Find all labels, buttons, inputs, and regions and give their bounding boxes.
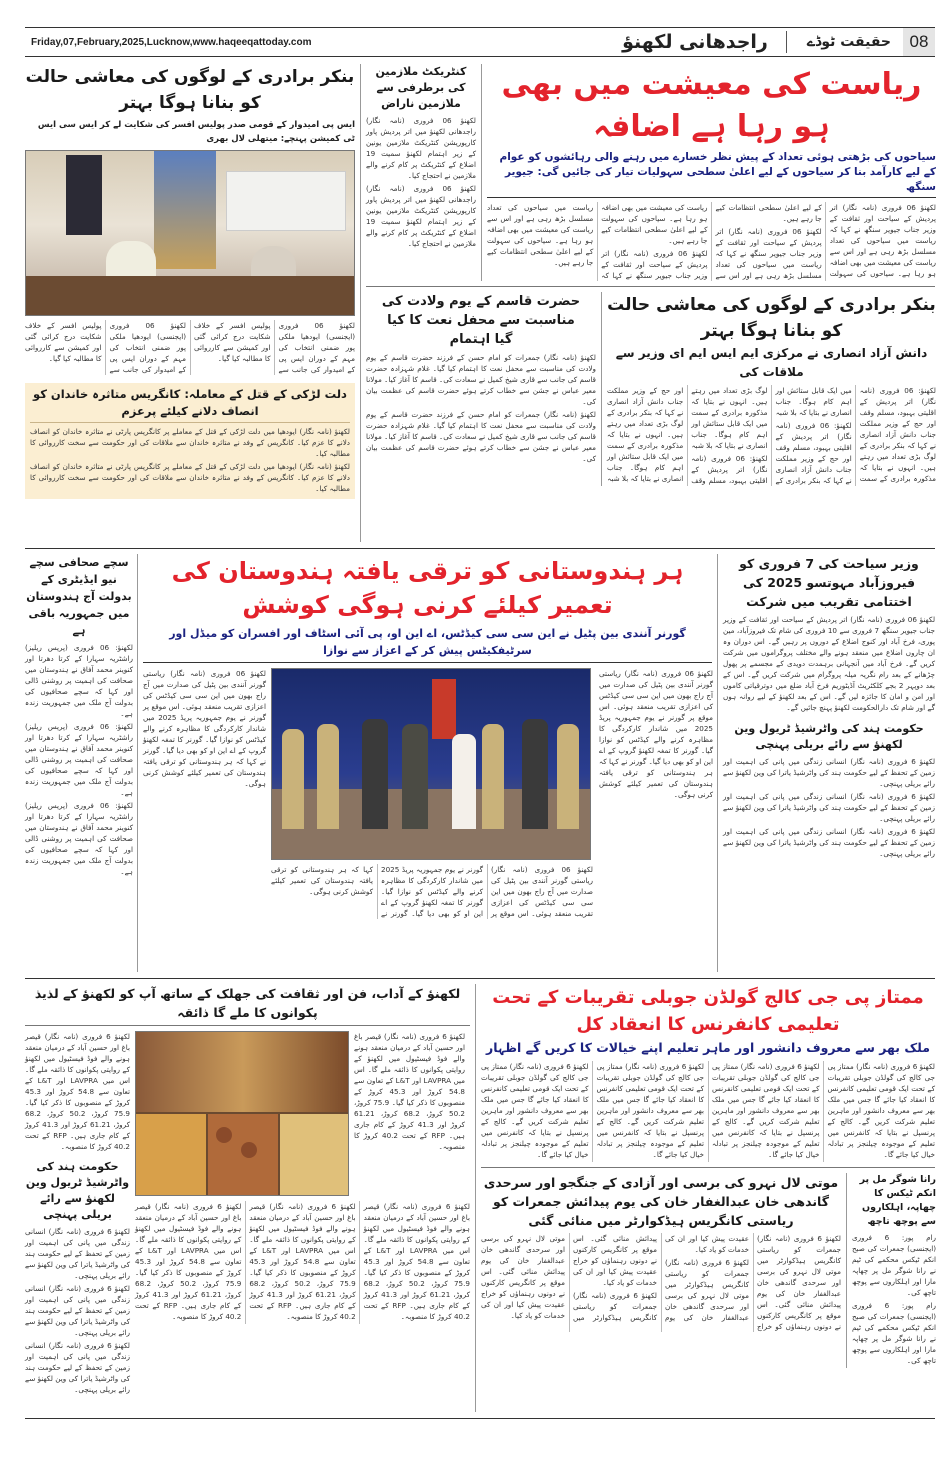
article-body	[852, 1232, 936, 1368]
headline: بنکر برادری کے لوگوں کی معاشی حالت کو بنانا ہوگا بہتر	[25, 67, 355, 113]
article-income-tax	[846, 1173, 936, 1368]
paragraph: لکھنؤ 6 فروری (نامہ نگار) قیصر باغ اور حسین آباد کے درمیان منعقد ہونے والے فوڈ فیسٹیول میں لکھنؤ کے روایتی پکوانوں کا ذائقہ ملے گا۔ اس میں LAVPRA اور L&T کے تعاون سے 54.8 کروڑ اور 45.3 کروڑ کے منصوبوں کا ذکر کیا گیا۔ 75.9 کروڑ، 50.2 کروڑ، 68.2 کروڑ، 61.21 کروڑ اور 41.3 کروڑ کے کام جاری ہیں۔ RFP کے تحت 40.2 کروڑ کا منصوبہ۔	[354, 1032, 466, 1151]
headline: کنٹریکٹ ملازمین کی برطرفی سے ملازمین ناراض	[375, 65, 467, 110]
paragraph: لکھنؤ (نامہ نگار) جمعرات کو امام حسن کے فرزند حضرت قاسم کے یوم ولادت کی مناسبت سے محفل نعت کا اہتمام کیا گیا۔ غلام شہزادہ حضرت قاسم کی جانب سے قاری شیخ کمیل نے سعادت کی۔ قاسم کا آغاز کیا۔ مولانا معیر عباس نے جشن سے خطاب کرتے ہوئے حضرت قاسم کی عظمت بیان کی۔	[366, 353, 596, 406]
section-title: راجدھانی لکھنؤ	[622, 31, 768, 53]
paragraph: لکھنؤ 06 فروری (نامہ نگار) ریاستی گورنر آنندی بین پٹیل کی صدارت میں آج راج بھون میں این سی سی کیڈٹس کی اعزازی تقریب منعقد ہوئی۔ اس موقع پر گورنر نے یوم جمہوریہ پریڈ 2025 میں شاندار کارکردگی کا مظاہرہ کرنے والے کیڈٹس کو نوازا گیا۔ گورنر کا تمغہ لکھنؤ گروپ کے اے این او کو بھی دیا گیا۔ گورنر نے کہا کہ ہر ہندوستانی کو ترقی یافتہ ہندوستان کی تعمیر کیلئے کوشش کرنی ہوگی۔	[599, 669, 713, 799]
masthead-bar	[25, 27, 935, 57]
watershed-repeat-headline: حکومت ہند کی واٹرشیڈ ٹریول وین لکھنؤ سے رائے بریلی پہنچی	[25, 1160, 130, 1221]
article-body	[25, 320, 355, 375]
article-bunkar-top	[25, 64, 355, 375]
masthead-divider	[786, 31, 787, 53]
headline: لکھنؤ کے آداب، فن اور ثقافت کی جھلک کے ساتھ آپ کو لکھنؤ کے لذیذ پکوانوں کا ملے گا ذائقہ	[25, 984, 470, 1026]
paragraph: لکھنؤ 6 فروری (نامہ نگار) انسانی زندگی میں پانی کی اہمیت اور زمین کے تحفظ کے لیے حکومت ہند کی واٹرشیڈ یاترا کی وین لکھنؤ سے رائے بریلی پہنچی۔	[25, 1341, 130, 1394]
paragraph: لکھنؤ 6 فروری (نامہ نگار) انسانی زندگی میں پانی کی اہمیت اور زمین کے تحفظ کے لیے حکومت ہند کی واٹرشیڈ یاترا کی وین لکھنؤ سے رائے بریلی پہنچی۔	[25, 1284, 130, 1337]
article-body	[487, 202, 936, 281]
paragraph: لکھنؤ 06 فروری (نامہ نگار) اتر پردیش کے سیاحت اور ثقافت کے وزیر جناب جیویر سنگھ نے کہا کہ ریاست میں سیاحوں کی تعداد مسلسل بڑھ رہی ہے اور اس سے ریاست کی معیشت میں بھی اضافہ ہو رہا ہے۔ سیاحوں کی سہولت کے لیے اعلیٰ سطحی انتظامات کیے جا رہے ہیں۔	[601, 203, 822, 280]
paragraph: لکھنؤ 06 فروری (نامہ نگار) اتر پردیش کے سیاحت اور ثقافت کے وزیر جناب جیویر سنگھ نے کہا کہ ریاست میں سیاحوں کی تعداد مسلسل بڑھ رہی ہے اور اس سے ریاست کی معیشت میں بھی اضافہ ہو رہا ہے۔ سیاحوں کی سہولت کے لیے اعلیٰ سطحی انتظامات کیے جا رہے ہیں۔	[715, 203, 936, 278]
paragraph: لکھنؤ: 06 فروری (نامہ نگار) اتر پردیش کے اقلیتی بہبود، مسلم وقف اور حج کے وزیر مملکت جناب دانش آزاد انصاری نے کہا کہ بنکر برادری کے لوگ بڑی تعداد میں رہتے ہیں۔ انہوں نے بتایا کہ مذکورہ برادری کے سمت میں ایک قابل ستائش اور اہم کام ہوگا۔ جناب انصاری نے بتایا کہ بلا شبہ	[691, 386, 852, 485]
subhead: ملک بھر سے معروف دانشور اور ماہر تعلیم اپنے خیالات کا کریں گے اظہار	[486, 1040, 930, 1055]
paragraph: لکھنؤ 06 فروری (نامہ نگار) ریاستی گورنر آنندی بین پٹیل کی صدارت میں آج راج بھون میں این سی سی کیڈٹس کی اعزازی تقریب منعقد ہوئی۔ اس موقع پر گورنر نے یوم جمہوریہ پریڈ 2025 میں شاندار کارکردگی کا مظاہرہ کرنے والے کیڈٹس کو نوازا گیا۔ گورنر کا تمغہ لکھنؤ گروپ کے اے این او کو بھی دیا گیا۔ گورنر نے کہا کہ ہر ہندوستانی کو ترقی یافتہ ہندوستان کی تعمیر کیلئے کوشش کرنی ہوگی۔	[271, 865, 593, 918]
article-golden-jubilee	[481, 984, 935, 1168]
paragraph: لکھنؤ 06 فروری (نامہ نگار) راجدھانی لکھنؤ میں اتر پردیش پاور کارپوریشن کنٹریکٹ ملازمین یونین کے زیر اہتمام لکھنؤ سمیت 19 اضلاع کے کنٹریکٹ پر کام کرنے والے ملازمین نے احتجاج کیا۔	[366, 184, 476, 248]
paragraph: لکھنؤ 06 فروری (نامہ نگار) ریاستی گورنر آنندی بین پٹیل کی صدارت میں آج راج بھون میں این سی سی کیڈٹس کی اعزازی تقریب منعقد ہوئی۔ اس موقع پر گورنر نے یوم جمہوریہ پریڈ 2025 میں شاندار کارکردگی کا مظاہرہ کرنے والے کیڈٹس کو نوازا گیا۔ گورنر کا تمغہ لکھنؤ گروپ کے اے این او کو بھی دیا گیا۔ گورنر نے کہا کہ ہر ہندوستانی کو ترقی یافتہ ہندوستان کی تعمیر کیلئے کوشش کرنی ہوگی۔	[143, 669, 266, 788]
section-middle	[25, 549, 935, 979]
article-body	[481, 1061, 935, 1162]
photo-office-meeting	[25, 150, 355, 316]
paragraph: لکھنؤ: 06 فروری (نامہ نگار) اتر پردیش کے اقلیتی بہبود، مسلم وقف اور حج کے وزیر مملکت جناب دانش آزاد انصاری نے کہا کہ بنکر برادری کے لوگ بڑی تعداد میں رہتے ہیں۔ انہوں نے بتایا کہ مذکورہ برادری کے سمت میں ایک قابل ستائش اور اہم کام ہوگا۔ جناب انصاری نے بتایا کہ بلا شبہ	[607, 386, 768, 485]
section-top	[25, 59, 935, 549]
article-body	[25, 642, 133, 879]
paragraph: لکھنؤ 06 فروری (ایجنسی) ایودھیا ملکی پور ضمنی انتخاب کی مہم کے دوران ایس پی کے امیدوار کی جانب سے پولیس افسر کے خلاف شکایت درج کرائی گئی اور کمیشن سے کارروائی کا مطالبہ کیا گیا۔	[25, 321, 186, 374]
headline: بنکر برادری کے لوگوں کی معاشی حالت کو بنانا ہوگا بہتر	[607, 295, 936, 341]
paragraph: لکھنؤ (نامہ نگار) ایودھیا میں دلت لڑکی کے قتل کے معاملے پر کانگریس پارٹی نے متاثرہ خاندان کو انصاف دلانے کا عزم کیا۔ کانگریس کے وفد نے متاثرہ خاندان سے ملاقات کی اور حکومت سے سخت کارروائی کا مطالبہ کیا۔	[30, 462, 350, 493]
page-number: 08	[903, 28, 935, 56]
headline: سچے صحافی سچے نیو ایڈیٹری کے بدولت آج ہندوستان میں جمہوریہ باقی ہے	[26, 556, 132, 637]
article-body	[481, 1233, 841, 1332]
photo-food-collage	[135, 1031, 349, 1196]
dateline: Friday,07,February,2025,Lucknow,www.haqeeqattoday.com	[31, 36, 312, 48]
paragraph: لکھنؤ 6 فروری (نامہ نگار) ممتاز پی جی کالج کی گولڈن جوبلی تقریبات کے تحت ایک قومی تعلیمی کانفرنس کا انعقاد کیا جائے گا جس میں ملک بھر سے معروف دانشور اور ماہرین تعلیم شرکت کریں گے۔ کالج کے پرنسپل نے بتایا کہ کانفرنس میں تعلیم کے موجودہ چیلنجز پر تبادلہ خیال کیا جائے گا۔	[827, 1062, 935, 1159]
article-body	[723, 756, 935, 861]
article-food	[25, 984, 475, 1412]
headline: موتی لال نہرو کی برسی اور آزادی کے جنگجو اور سرحدی گاندھی خان عبدالغفار خان کی یوم پیدائش جمعرات کو ریاستی کانگریس ہیڈکوارٹر میں منائی گئی	[483, 1175, 839, 1228]
article-body	[366, 352, 596, 466]
photo-ncc-ceremony	[271, 668, 591, 860]
headline: ممتاز پی جی کالج گولڈن جوبلی تقریبات کے تحت تعلیمی کانفرنس کا انعقاد کل	[492, 987, 924, 1035]
article-body	[366, 115, 476, 251]
article-body-below-photo	[271, 864, 593, 919]
article-bunkar-mid	[601, 292, 936, 486]
paragraph: لکھنؤ: 06 فروری (پریس ریلیز) راشٹریہ سہارا کے کرتا دھرتا اور کنوینر محمد آفاق نے ہندوستان میں صحافت کی اہمیت پر روشنی ڈالی اور کہا کہ سچے صحافیوں کی بدولت آج ملک میں جمہوریت زندہ ہے۔	[25, 722, 133, 797]
article-body-left-top	[25, 1031, 130, 1154]
paragraph: لکھنؤ (نامہ نگار) جمعرات کو امام حسن کے فرزند حضرت قاسم کے یوم ولادت کی مناسبت سے محفل نعت کا اہتمام کیا گیا۔ غلام شہزادہ حضرت قاسم کی جانب سے قاری شیخ کمیل نے سعادت کی۔ قاسم کا آغاز کیا۔ مولانا معیر عباس نے جشن سے خطاب کرتے ہوئے حضرت قاسم کی عظمت بیان کی۔	[366, 410, 596, 463]
article-body-bottom	[135, 1201, 470, 1324]
paragraph: لکھنؤ 6 فروری (نامہ نگار) جمعرات کو ریاستی کانگریس ہیڈکوارٹر میں موتی لال نہرو کی برسی اور سرحدی گاندھی خان عبدالغفار خان کی یوم پیدائش منائی گئی۔ اس موقع پر کانگریس کارکنوں نے دونوں رہنماؤں کو خراج عقیدت پیش کیا اور ان کی خدمات کو یاد کیا۔	[573, 1234, 749, 1322]
paragraph: لکھنؤ 6 فروری (نامہ نگار) ممتاز پی جی کالج کی گولڈن جوبلی تقریبات کے تحت ایک قومی تعلیمی کانفرنس کا انعقاد کیا جائے گا جس میں ملک بھر سے معروف دانشور اور ماہرین تعلیم شرکت کریں گے۔ کالج کے پرنسپل نے بتایا کہ کانفرنس میں تعلیم کے موجودہ چیلنجز پر تبادلہ خیال کیا جائے گا۔	[712, 1062, 820, 1159]
paragraph: لکھنؤ 6 فروری (نامہ نگار) جمعرات کو ریاستی کانگریس ہیڈکوارٹر میں موتی لال نہرو کی برسی اور سرحدی گاندھی خان عبدالغفار خان کی یوم پیدائش منائی گئی۔ اس موقع پر کانگریس کارکنوں نے دونوں رہنماؤں کو خراج عقیدت پیش کیا اور ان کی خدمات کو یاد کیا۔	[481, 1234, 657, 1322]
headline: ریاست کی معیشت میں بھی ہو رہا ہے اضافہ	[501, 67, 922, 144]
subhead: سیاحوں کی بڑھتی ہوئی تعداد کے پیش نظر خسارے میں رہنے والی رہائشوں کو عوام کے لیے کارآمد بنا کر سیاحوں کے لیے اعلیٰ سطحی سہولیات تیار کی جائیں گی: جیویر سنگھ	[487, 150, 936, 198]
paragraph: لکھنؤ 6 فروری (نامہ نگار) انسانی زندگی میں پانی کی اہمیت اور زمین کے تحفظ کے لیے حکومت ہند کی واٹرشیڈ یاترا کی وین لکھنؤ سے رائے بریلی پہنچی۔	[25, 1227, 130, 1280]
paragraph: لکھنؤ 6 فروری (نامہ نگار) انسانی زندگی میں پانی کی اہمیت اور زمین کے تحفظ کے لیے حکومت ہند کی واٹرشیڈ یاترا کی وین لکھنؤ سے رائے بریلی پہنچی۔	[723, 757, 936, 788]
paragraph: لکھنؤ 06 فروری (نامہ نگار) راجدھانی لکھنؤ میں اتر پردیش پاور کارپوریشن کنٹریکٹ ملازمین یونین کے زیر اہتمام لکھنؤ سمیت 19 اضلاع کے کنٹریکٹ پر کام کرنے والے ملازمین نے احتجاج کیا۔	[366, 116, 476, 180]
paragraph: لکھنؤ: 06 فروری (پریس ریلیز) راشٹریہ سہارا کے کرتا دھرتا اور کنوینر محمد آفاق نے ہندوستان میں صحافت کی اہمیت پر روشنی ڈالی اور کہا کہ سچے صحافیوں کی بدولت آج ملک میں جمہوریت زندہ ہے۔	[25, 643, 133, 718]
paragraph: لکھنؤ 6 فروری (نامہ نگار) ممتاز پی جی کالج کی گولڈن جوبلی تقریبات کے تحت ایک قومی تعلیمی کانفرنس کا انعقاد کیا جائے گا جس میں ملک بھر سے معروف دانشور اور ماہرین تعلیم شرکت کریں گے۔ کالج کے پرنسپل نے بتایا کہ کانفرنس میں تعلیم کے موجودہ چیلنجز پر تبادلہ خیال کیا جائے گا۔	[596, 1062, 704, 1159]
article-motilal	[481, 1173, 846, 1332]
paragraph: رام پور: 6 فروری (ایجنسی) جمعرات کی صبح انکم ٹیکس محکمے کی ٹیم نے رانا شوگر مل پر چھاپہ مارا اور اہلکاروں سے پوچھ تاچھ کی۔	[852, 1233, 936, 1297]
article-watershed	[723, 721, 935, 861]
subhead: ایس پی امیدوار کے قومی صدر پولیس افسر کی شکایت لے کر ایس سی ایس ٹی کمیشن پہنچے: میتھلی لال بھری	[37, 120, 355, 144]
subhead: گورنر آنندی بین پٹیل نے این سی سی کیڈٹس، اے این او، پی آئی اسٹاف اور افسران کو میڈل اور سرٹیفکیٹس پیش کر کے اعزاز سے نوازا	[143, 625, 712, 663]
headline: رانا شوگر مل پر انکم ٹیکس کا چھاپہ، اہلکاروں سے پوچھ تاچھ	[859, 1174, 936, 1227]
article-qasim	[366, 292, 601, 466]
paragraph: لکھنؤ 06 فروری (ایجنسی) ایودھیا ملکی پور ضمنی انتخاب کی مہم کے دوران ایس پی کے امیدوار کی جانب سے پولیس افسر کے خلاف شکایت درج کرائی گئی اور کمیشن سے کارروائی کا مطالبہ کیا گیا۔	[194, 321, 355, 374]
watershed-repeat-body	[25, 1226, 130, 1397]
headline: دلت لڑکی کے قتل کے معاملہ: کانگریس متاثرہ خاندان کو انصاف دلانے کیلئے پرعزم	[30, 386, 350, 423]
paragraph: لکھنؤ 6 فروری (نامہ نگار) قیصر باغ اور حسین آباد کے درمیان منعقد ہونے والے فوڈ فیسٹیول میں لکھنؤ کے روایتی پکوانوں کا ذائقہ ملے گا۔ اس میں LAVPRA اور L&T کے تعاون سے 54.8 کروڑ اور 45.3 کروڑ کے منصوبوں کا ذکر کیا گیا۔ 75.9 کروڑ، 50.2 کروڑ، 68.2 کروڑ، 61.21 کروڑ اور 41.3 کروڑ کے کام جاری ہیں۔ RFP کے تحت 40.2 کروڑ کا منصوبہ۔	[135, 1202, 242, 1321]
article-dalit-box	[25, 383, 355, 499]
paragraph: لکھنؤ 6 فروری (نامہ نگار) ممتاز پی جی کالج کی گولڈن جوبلی تقریبات کے تحت ایک قومی تعلیمی کانفرنس کا انعقاد کیا جائے گا جس میں ملک بھر سے معروف دانشور اور ماہرین تعلیم شرکت کریں گے۔ کالج کے پرنسپل نے بتایا کہ کانفرنس میں تعلیم کے موجودہ چیلنجز پر تبادلہ خیال کیا جائے گا۔	[481, 1062, 589, 1159]
article-body	[723, 614, 935, 715]
headline: وزیر سیاحت کی 7 فروری کو فیروزآباد مہوتسو 2025 کی اختتامی تقریب میں شرکت	[739, 556, 919, 609]
paragraph: لکھنؤ: 06 فروری (نامہ نگار) اتر پردیش کے اقلیتی بہبود، مسلم وقف اور حج کے وزیر مملکت جناب دانش آزاد انصاری نے کہا کہ بنکر برادری کے لوگ بڑی تعداد میں رہتے ہیں۔ انہوں نے بتایا کہ مذکورہ برادری کے سمت میں ایک قابل ستائش اور اہم کام ہوگا۔ جناب انصاری نے بتایا کہ بلا شبہ	[775, 386, 936, 483]
headline: حضرت قاسم کے یوم ولادت کی مناسبت سے محفل نعت کا کیا گیا اہتمام	[381, 294, 581, 347]
paper-logo: حقیقت ٹوڈے	[806, 34, 891, 50]
section-bottom	[25, 979, 935, 1419]
article-body	[30, 426, 350, 496]
article-body	[607, 385, 936, 486]
headline: حکومت ہند کی واٹرشیڈ ٹریول وین لکھنؤ سے رائے بریلی پہنچی	[734, 722, 924, 751]
subhead: دانش آزاد انصاری نے مرکزی ایم ایس ایم ای وزیر سے ملاقات کی	[615, 346, 928, 379]
article-contract-staff	[366, 64, 481, 251]
paragraph: لکھنؤ 6 فروری (نامہ نگار) جمعرات کو ریاستی کانگریس ہیڈکوارٹر میں موتی لال نہرو کی برسی اور سرحدی گاندھی خان عبدالغفار خان کی یوم پیدائش منائی گئی۔ اس موقع پر کانگریس کارکنوں نے دونوں رہنماؤں کو خراج عقیدت پیش کیا اور ان کی خدمات کو یاد کیا۔	[665, 1234, 841, 1331]
article-firozabad	[723, 554, 935, 715]
article-body	[593, 668, 713, 802]
article-body-left	[143, 668, 271, 791]
paragraph: لکھنؤ 06 فروری (نامہ نگار) اتر پردیش کے سیاحت اور ثقافت کے وزیر جناب جیویر سنگھ 7 فروری سے 10 فروری کی شام تک فیروزآباد، مین پوری، فرخ آباد اور کنوج اضلاع کے دوروں پر رہیں گے۔ اس دوران وہ ان چاروں اضلاع میں منعقد ہونے والے مختلف پروگراموں میں شرکت کریں گے۔ فرخ آباد میں آنجہانی برہمدت دویدی کے مجسمے پر پھول چڑھانے کے بعد رام نگریہ میلہ پروگرام میں شرکت کریں گے۔ اس کے بعد دوپہر 2 بجے کلکٹریٹ آڈیٹوریم فرخ آباد ضلع میں دوترقیاتی کاموں اور امن و امان کا جائزہ لیں گے۔ اس کے بعد لکھنؤ کے لیے روانہ ہوں گے اور شام تک دارالحکومت لکھنؤ پہنچ جائیں گے۔	[723, 615, 936, 712]
article-journalist	[25, 554, 137, 972]
paragraph: رام پور: 6 فروری (ایجنسی) جمعرات کی صبح انکم ٹیکس محکمے کی ٹیم نے رانا شوگر مل پر چھاپہ مارا اور اہلکاروں سے پوچھ تاچھ کی۔	[852, 1301, 936, 1365]
headline: ہر ہندوستانی کو ترقی یافتہ ہندوستان کی تعمیر کیلئے کرنی ہوگی کوشش	[171, 557, 684, 619]
paragraph: لکھنؤ 6 فروری (نامہ نگار) قیصر باغ اور حسین آباد کے درمیان منعقد ہونے والے فوڈ فیسٹیول میں لکھنؤ کے روایتی پکوانوں کا ذائقہ ملے گا۔ اس میں LAVPRA اور L&T کے تعاون سے 54.8 کروڑ اور 45.3 کروڑ کے منصوبوں کا ذکر کیا گیا۔ 75.9 کروڑ، 50.2 کروڑ، 68.2 کروڑ، 61.21 کروڑ اور 41.3 کروڑ کے کام جاری ہیں۔ RFP کے تحت 40.2 کروڑ کا منصوبہ۔	[25, 1032, 131, 1151]
paragraph: لکھنؤ 06 فروری (نامہ نگار) اتر پردیش کے سیاحت اور ثقافت کے وزیر جناب جیویر سنگھ نے کہا کہ ریاست میں سیاحوں کی تعداد مسلسل بڑھ رہی ہے اور اس سے ریاست کی معیشت میں بھی اضافہ ہو رہا ہے۔ سیاحوں کی سہولت کے لیے اعلیٰ سطحی انتظامات کیے جا رہے ہیں۔	[487, 203, 708, 280]
paragraph: لکھنؤ (نامہ نگار) ایودھیا میں دلت لڑکی کے قتل کے معاملے پر کانگریس پارٹی نے متاثرہ خاندان کو انصاف دلانے کا عزم کیا۔ کانگریس کے وفد نے متاثرہ خاندان سے ملاقات کی اور حکومت سے سخت کارروائی کا مطالبہ کیا۔	[30, 427, 350, 458]
paragraph: لکھنؤ: 06 فروری (پریس ریلیز) راشٹریہ سہارا کے کرتا دھرتا اور کنوینر محمد آفاق نے ہندوستان میں صحافت کی اہمیت پر روشنی ڈالی اور کہا کہ سچے صحافیوں کی بدولت آج ملک میں جمہوریت زندہ ہے۔	[25, 801, 133, 876]
paragraph: لکھنؤ 6 فروری (نامہ نگار) قیصر باغ اور حسین آباد کے درمیان منعقد ہونے والے فوڈ فیسٹیول میں لکھنؤ کے روایتی پکوانوں کا ذائقہ ملے گا۔ اس میں LAVPRA اور L&T کے تعاون سے 54.8 کروڑ اور 45.3 کروڑ کے منصوبوں کا ذکر کیا گیا۔ 75.9 کروڑ، 50.2 کروڑ، 68.2 کروڑ، 61.21 کروڑ اور 41.3 کروڑ کے کام جاری ہیں۔ RFP کے تحت 40.2 کروڑ کا منصوبہ۔	[363, 1202, 471, 1321]
paragraph: لکھنؤ 6 فروری (نامہ نگار) انسانی زندگی میں پانی کی اہمیت اور زمین کے تحفظ کے لیے حکومت ہند کی واٹرشیڈ یاترا کی وین لکھنؤ سے رائے بریلی پہنچی۔	[723, 792, 936, 823]
article-ncc	[137, 554, 717, 972]
paragraph: لکھنؤ 6 فروری (نامہ نگار) قیصر باغ اور حسین آباد کے درمیان منعقد ہونے والے فوڈ فیسٹیول میں لکھنؤ کے روایتی پکوانوں کا ذائقہ ملے گا۔ اس میں LAVPRA اور L&T کے تعاون سے 54.8 کروڑ اور 45.3 کروڑ کے منصوبوں کا ذکر کیا گیا۔ 75.9 کروڑ، 50.2 کروڑ، 68.2 کروڑ، 61.21 کروڑ اور 41.3 کروڑ کے کام جاری ہیں۔ RFP کے تحت 40.2 کروڑ کا منصوبہ۔	[249, 1202, 356, 1321]
article-tourism-economy	[481, 64, 936, 281]
article-body	[349, 1031, 465, 1154]
paragraph: لکھنؤ 6 فروری (نامہ نگار) انسانی زندگی میں پانی کی اہمیت اور زمین کے تحفظ کے لیے حکومت ہند کی واٹرشیڈ یاترا کی وین لکھنؤ سے رائے بریلی پہنچی۔	[723, 827, 936, 858]
